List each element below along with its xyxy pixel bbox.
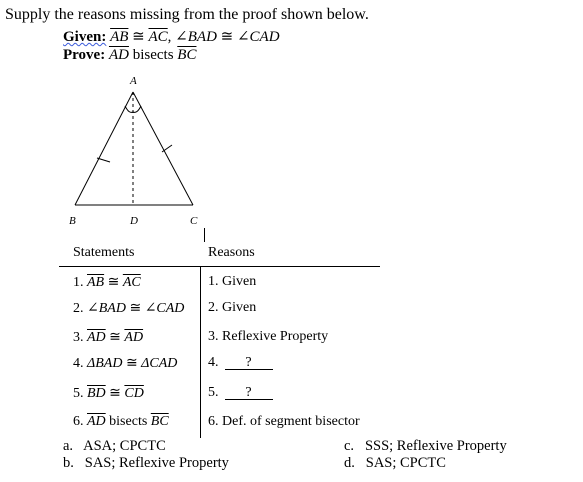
vertex-label-a: A — [130, 75, 137, 87]
statement-4 — [73, 355, 177, 372]
choice-text: ASA; CPCTC — [83, 438, 166, 454]
row-number: 2. — [73, 301, 84, 316]
triangle-figure — [0, 70, 583, 230]
congruent-symbol: ≅ — [109, 386, 121, 401]
vertex-label-c: C — [190, 215, 198, 227]
row-number: 4. — [208, 355, 219, 370]
row-number: 6. — [208, 414, 219, 429]
reasons-header: Reasons — [208, 245, 255, 260]
choice-letter: a. — [63, 438, 74, 454]
given-angle-bad: ∠BAD — [175, 29, 217, 45]
given-angle-cad: ∠CAD — [236, 29, 280, 45]
row-number: 1. — [73, 275, 84, 290]
vertex-label-d: D — [130, 215, 138, 227]
statement-word: bisects — [109, 414, 148, 429]
row-number: 3. — [208, 329, 219, 344]
missing-reason-blank: ? — [225, 386, 273, 400]
row-number: 3. — [73, 330, 84, 345]
choice-letter: b. — [63, 455, 74, 471]
statement-part: $\overline{AC}$ — [122, 275, 141, 290]
congruent-symbol: ≅ — [125, 356, 138, 371]
missing-reason-blank: ? — [225, 356, 273, 370]
prove-segment-ad: $\overline{AD}$ — [108, 47, 129, 63]
statement-6 — [73, 414, 169, 430]
choice-a[interactable] — [63, 438, 166, 455]
reason-4 — [208, 355, 273, 371]
given-label: Given: — [63, 29, 107, 45]
choice-letter: d. — [344, 455, 355, 471]
question-prompt: Supply the reasons missing from the proof shown below. — [5, 6, 369, 23]
statement-5 — [73, 385, 144, 402]
congruent-symbol: ≅ — [107, 275, 120, 290]
congruent-symbol: ≅ — [109, 330, 121, 345]
reason-text: Given — [222, 274, 257, 289]
statement-part: $\overline{AD}$ — [87, 414, 106, 429]
row-number: 2. — [208, 300, 219, 315]
side-ab — [75, 92, 133, 205]
statement-part: ΔCAD — [141, 356, 178, 371]
reason-5 — [208, 385, 273, 401]
congruent-symbol: ≅ — [220, 29, 234, 45]
prove-statement — [63, 47, 196, 64]
congruent-symbol: ≅ — [129, 301, 142, 316]
statement-part: $\overline{AB}$ — [87, 275, 105, 290]
row-number: 5. — [73, 386, 84, 401]
given-separator: , — [167, 29, 172, 45]
choice-b[interactable] — [63, 455, 229, 472]
statement-part: $\overline{AD}$ — [124, 330, 144, 345]
side-ac — [133, 92, 193, 205]
vertex-label-b: B — [69, 215, 76, 227]
angle-arc-bad — [125, 106, 133, 112]
statement-part: ΔBAD — [87, 356, 123, 371]
choice-d[interactable] — [344, 455, 446, 472]
reason-1 — [208, 274, 256, 290]
reason-text: Reflexive Property — [222, 329, 329, 344]
statement-1 — [73, 274, 141, 291]
congruent-symbol: ≅ — [132, 29, 145, 45]
statement-part: ∠BAD — [87, 301, 126, 316]
statement-part: $\overline{CD}$ — [124, 386, 144, 401]
prove-word: bisects — [132, 47, 174, 63]
header-rule — [59, 266, 380, 267]
reason-2 — [208, 300, 256, 316]
given-statement — [63, 27, 280, 46]
statement-part: ∠CAD — [144, 301, 185, 316]
row-number: 6. — [73, 414, 84, 429]
column-divider — [200, 266, 201, 438]
statement-2 — [73, 300, 184, 317]
statements-header: Statements — [73, 245, 135, 260]
choice-text: SSS; Reflexive Property — [364, 438, 507, 454]
choice-text: SAS; CPCTC — [365, 455, 446, 471]
prove-label: Prove: — [63, 47, 106, 63]
given-segment-ac: $\overline{AC}$ — [148, 29, 168, 45]
reason-text: Given — [222, 300, 257, 315]
angle-arc-cad — [133, 106, 141, 112]
column-divider-top — [204, 228, 205, 242]
statement-part: $\overline{BC}$ — [150, 414, 169, 429]
statement-part: $\overline{AD}$ — [87, 330, 106, 345]
row-number: 4. — [73, 356, 84, 371]
tick-mark-ab — [97, 158, 110, 162]
choice-c[interactable] — [344, 438, 507, 455]
reason-6 — [208, 414, 360, 430]
statement-part: $\overline{BD}$ — [87, 386, 106, 401]
reason-text: Def. of segment bisector — [222, 414, 360, 429]
row-number: 1. — [208, 274, 219, 289]
choice-text: SAS; Reflexive Property — [84, 455, 229, 471]
row-number: 5. — [208, 385, 219, 400]
reason-3 — [208, 329, 328, 345]
choice-letter: c. — [344, 438, 355, 454]
prove-segment-bc: $\overline{BC}$ — [177, 47, 197, 63]
given-segment-ab: $\overline{AB}$ — [110, 29, 129, 45]
statement-3 — [73, 329, 143, 346]
